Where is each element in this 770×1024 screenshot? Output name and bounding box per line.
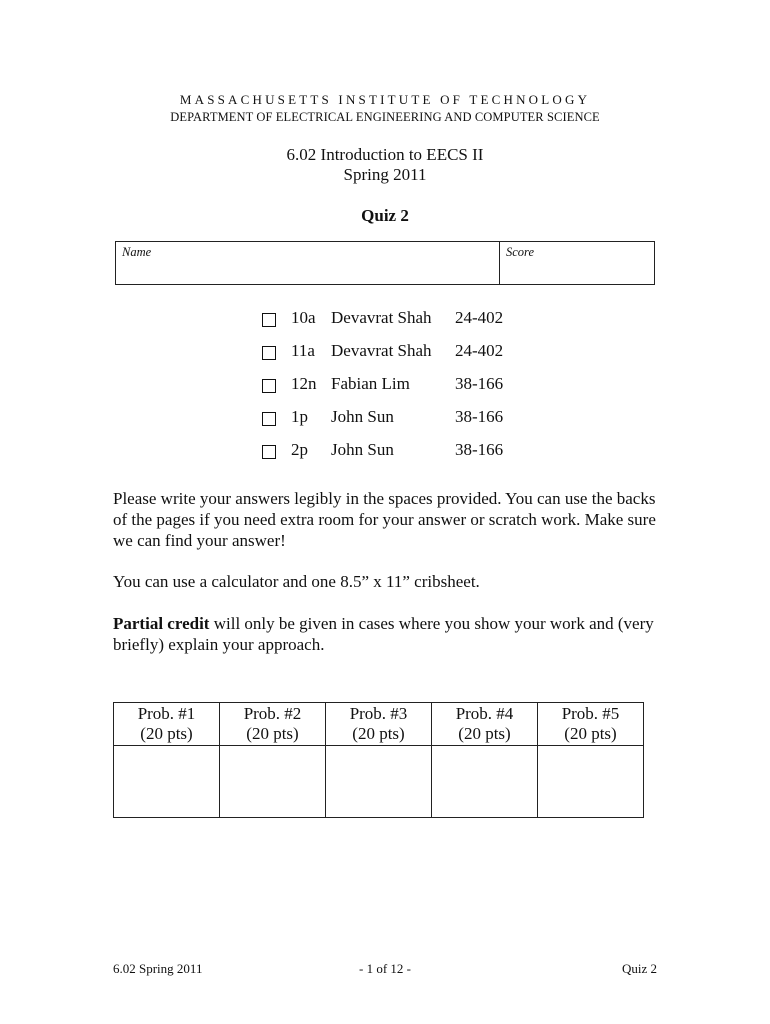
footer-quiz: Quiz 2 [621, 961, 657, 976]
score-table-score-row [114, 746, 644, 818]
problem-points: (20 pts) [352, 724, 405, 743]
section-row [262, 440, 542, 473]
section-code: 2p [291, 440, 308, 459]
section-room: 38-166 [455, 440, 504, 459]
score-label: Score [506, 245, 534, 259]
section-instructor: John Sun [331, 440, 394, 459]
problem-score-cell[interactable] [220, 746, 326, 818]
problem-points: (20 pts) [140, 724, 193, 743]
section-row [262, 341, 542, 374]
problem-label: Prob. #3 [349, 704, 408, 723]
name-label: Name [122, 245, 152, 259]
section-code: 10a [291, 308, 316, 327]
calculator-note: You can use a calculator and one 8.5” x 11” cribsheet. [113, 572, 480, 591]
problem-points: (20 pts) [564, 724, 617, 743]
name-score-box [115, 241, 655, 285]
problem-score-cell[interactable] [538, 746, 644, 818]
problem-label: Prob. #1 [137, 704, 196, 723]
partial-credit-bold: Partial credit [113, 614, 210, 633]
section-row [262, 407, 542, 440]
score-table-header-row [114, 703, 644, 746]
score-table [113, 702, 644, 818]
problem-header [432, 703, 538, 746]
quiz-title: Quiz 2 [361, 206, 409, 225]
problem-label: Prob. #2 [243, 704, 302, 723]
section-room: 38-166 [455, 407, 504, 426]
section-room: 24-402 [455, 341, 504, 360]
partial-credit-note [113, 613, 658, 655]
problem-header [538, 703, 644, 746]
institute-name: MASSACHUSETTS INSTITUTE OF TECHNOLOGY [179, 92, 591, 107]
section-checkbox[interactable] [262, 379, 276, 393]
section-instructor: Devavrat Shah [331, 308, 432, 327]
problem-header [326, 703, 432, 746]
partial-credit-text: will only be given in cases where you show your work and (very briefly) explain your approach. [113, 614, 654, 654]
section-instructor: John Sun [331, 407, 394, 426]
term: Spring 2011 [343, 165, 427, 184]
problem-header [114, 703, 220, 746]
name-field[interactable] [116, 242, 500, 284]
course-title: 6.02 Introduction to EECS II [286, 145, 484, 164]
section-code: 1p [291, 407, 308, 426]
section-room: 24-402 [455, 308, 504, 327]
problem-label: Prob. #4 [455, 704, 514, 723]
problem-score-cell[interactable] [326, 746, 432, 818]
problem-header [220, 703, 326, 746]
section-list [262, 308, 542, 473]
section-checkbox[interactable] [262, 313, 276, 327]
department-name: DEPARTMENT OF ELECTRICAL ENGINEERING AND COMPUTER SCIENCE [170, 110, 600, 124]
instructions-paragraph: Please write your answers legibly in the spaces provided. You can use the backs of the pages if you need extra room for your answer or scratch work. Make sure we can find your answer! [113, 489, 656, 550]
section-room: 38-166 [455, 374, 504, 393]
problem-points: (20 pts) [458, 724, 511, 743]
problem-score-cell[interactable] [114, 746, 220, 818]
section-code: 12n [291, 374, 317, 393]
section-checkbox[interactable] [262, 412, 276, 426]
problem-points: (20 pts) [246, 724, 299, 743]
problem-label: Prob. #5 [561, 704, 620, 723]
footer-course: 6.02 Spring 2011 [113, 961, 203, 976]
section-code: 11a [291, 341, 315, 360]
section-checkbox[interactable] [262, 445, 276, 459]
section-instructor: Fabian Lim [331, 374, 410, 393]
score-field[interactable] [500, 242, 654, 284]
section-row [262, 374, 542, 407]
footer-page-number: - 1 of 12 - [359, 961, 411, 976]
section-instructor: Devavrat Shah [331, 341, 432, 360]
section-checkbox[interactable] [262, 346, 276, 360]
problem-score-cell[interactable] [432, 746, 538, 818]
section-row [262, 308, 542, 341]
